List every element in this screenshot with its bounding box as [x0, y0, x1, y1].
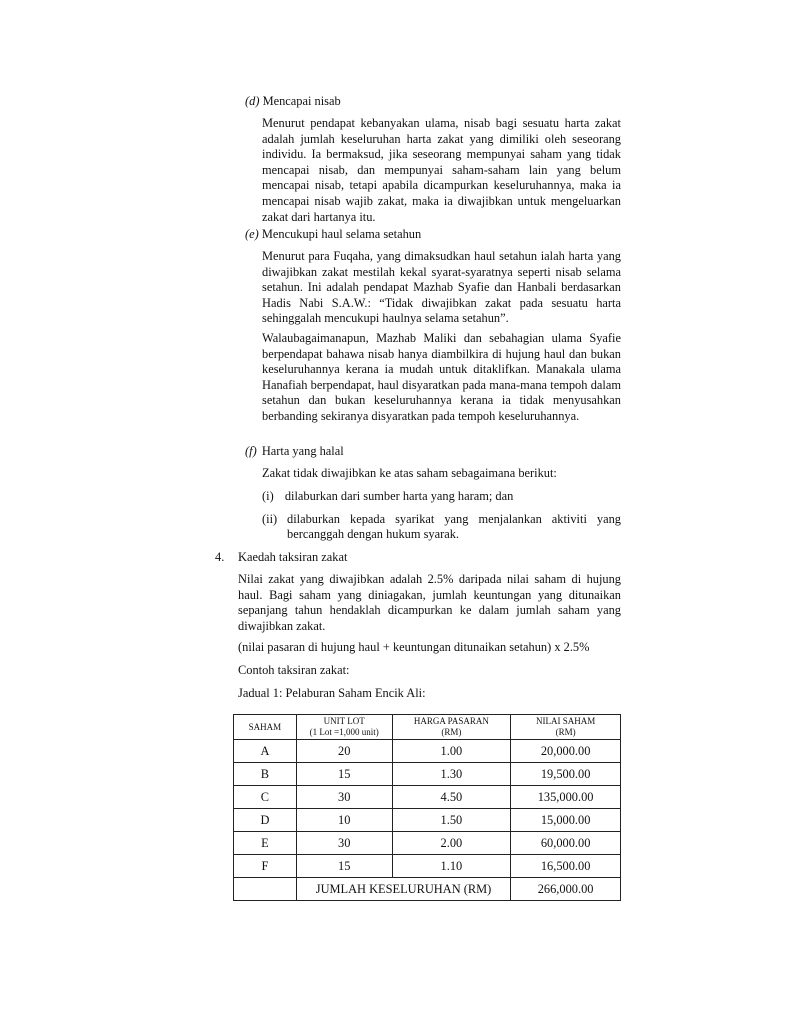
- item-f-sub-1-label: (i): [262, 489, 274, 503]
- cell-nilai: 15,000.00: [511, 809, 621, 832]
- cell-harga: 1.10: [392, 855, 511, 878]
- item-f-intro: Zakat tidak diwajibkan ke atas saham sebagaimana berikut:: [262, 466, 557, 480]
- section-4-number: 4.: [215, 550, 225, 564]
- item-f-sub-2-line-2: bercanggah dengan hukum syarak.: [287, 527, 460, 541]
- header-nilai-saham: NILAI SAHAM (RM): [511, 715, 621, 740]
- item-f-sub-2-line-1: dilaburkan kepada syarikat yang menjalankan aktiviti yang: [287, 512, 621, 526]
- item-d-label: (d): [245, 94, 260, 108]
- cell-unit-lot: 10: [296, 809, 392, 832]
- section-4-formula: (nilai pasaran di hujung haul + keuntungan ditunaikan setahun) x 2.5%: [238, 640, 590, 654]
- investment-table: [233, 714, 621, 901]
- item-e-paragraph-1: Menurut para Fuqaha, yang dimaksudkan haul setahun ialah harta yang diwajibkan zakat mestilah kekal syarat-syaratnya seperti nisab selama setahun. Ini adalah pendapat Mazhab Syafie dan Hanbali berdasarkan Hadis Nabi S.A.W.: “Tidak diwajibkan zakat pada sesuatu harta sehinggalah mencukupi haulnya selama setahun”.: [262, 249, 621, 326]
- header-unit-lot: UNIT LOT (1 Lot =1,000 unit): [296, 715, 392, 740]
- section-4-title: Kaedah taksiran zakat: [238, 550, 348, 564]
- cell-saham: C: [234, 786, 297, 809]
- item-f-label: (f): [245, 444, 257, 458]
- item-f-sub-1: [262, 489, 513, 504]
- cell-harga: 1.30: [392, 763, 511, 786]
- table-total-row: [234, 878, 621, 901]
- table-header-row: [234, 715, 621, 740]
- table-row: [234, 740, 621, 763]
- table-row: [234, 786, 621, 809]
- cell-harga: 1.00: [392, 740, 511, 763]
- cell-nilai: 19,500.00: [511, 763, 621, 786]
- item-f-title: Harta yang halal: [261, 444, 344, 458]
- item-d-title: Mencapai nisab: [262, 94, 341, 108]
- item-f-sub-2-label: (ii): [262, 512, 278, 526]
- cell-unit-lot: 15: [296, 855, 392, 878]
- total-label: JUMLAH KESELURUHAN (RM): [296, 878, 510, 901]
- table-row: [234, 832, 621, 855]
- section-4-example: Contoh taksiran zakat:: [238, 663, 350, 677]
- cell-empty: [234, 878, 297, 901]
- cell-saham: D: [234, 809, 297, 832]
- table-row: [234, 763, 621, 786]
- table-caption: Jadual 1: Pelaburan Saham Encik Ali:: [238, 686, 426, 700]
- cell-nilai: 60,000.00: [511, 832, 621, 855]
- table-row: [234, 855, 621, 878]
- item-d-heading: [245, 94, 341, 109]
- cell-unit-lot: 20: [296, 740, 392, 763]
- header-harga-pasaran: HARGA PASARAN (RM): [392, 715, 511, 740]
- cell-nilai: 20,000.00: [511, 740, 621, 763]
- cell-saham: E: [234, 832, 297, 855]
- section-4-paragraph: Nilai zakat yang diwajibkan adalah 2.5% daripada nilai saham di hujung haul. Bagi saham yang diniagakan, jumlah keuntungan yang ditunaikan sepanjang tahun hendaklah dicampurkan ke dalam jumlah saham yang diwajibkan zakat.: [238, 572, 621, 633]
- cell-harga: 1.50: [392, 809, 511, 832]
- cell-saham: F: [234, 855, 297, 878]
- item-e-title: Mencukupi haul selama setahun: [261, 227, 422, 241]
- table-row: [234, 809, 621, 832]
- cell-unit-lot: 15: [296, 763, 392, 786]
- item-f-heading: [245, 444, 344, 459]
- item-e-paragraph-2: Walaubagaimanapun, Mazhab Maliki dan sebahagian ulama Syafie berpendapat bahawa nisab hanya diambilkira di hujung haul dan bukan keseluruhannya kerana ia mudah untuk ditaklifkan. Manakala ulama Hanafiah berpendapat, haul disyaratkan pada mana-mana tempoh dalam setahun dan bukan keseluruhannya kerana ia tidak menyusahkan berbanding sekiranya disyaratkan pada tempoh keseluruhannya.: [262, 331, 621, 423]
- item-e-heading: [245, 227, 421, 242]
- item-f-sub-1-text: dilaburkan dari sumber harta yang haram; dan: [284, 489, 514, 503]
- cell-unit-lot: 30: [296, 786, 392, 809]
- cell-unit-lot: 30: [296, 832, 392, 855]
- header-saham: SAHAM: [234, 715, 297, 740]
- cell-saham: A: [234, 740, 297, 763]
- cell-saham: B: [234, 763, 297, 786]
- cell-harga: 2.00: [392, 832, 511, 855]
- total-value: 266,000.00: [511, 878, 621, 901]
- cell-nilai: 16,500.00: [511, 855, 621, 878]
- item-d-paragraph: Menurut pendapat kebanyakan ulama, nisab bagi sesuatu harta zakat adalah jumlah keseluruhan harta zakat yang dimiliki oleh seseorang individu. Ia bermaksud, jika seseorang mempunyai saham yang tidak mencapai nisab, dan mempunyai saham-saham lain yang belum mencapai nisab, tetapi apabila dicampurkan keseluruhannya, maka ia mencapai nisab wajib zakat, maka ia diwajibkan untuk mengeluarkan zakat dari hartanya itu.: [262, 116, 621, 224]
- cell-harga: 4.50: [392, 786, 511, 809]
- item-e-label: (e): [245, 227, 259, 241]
- cell-nilai: 135,000.00: [511, 786, 621, 809]
